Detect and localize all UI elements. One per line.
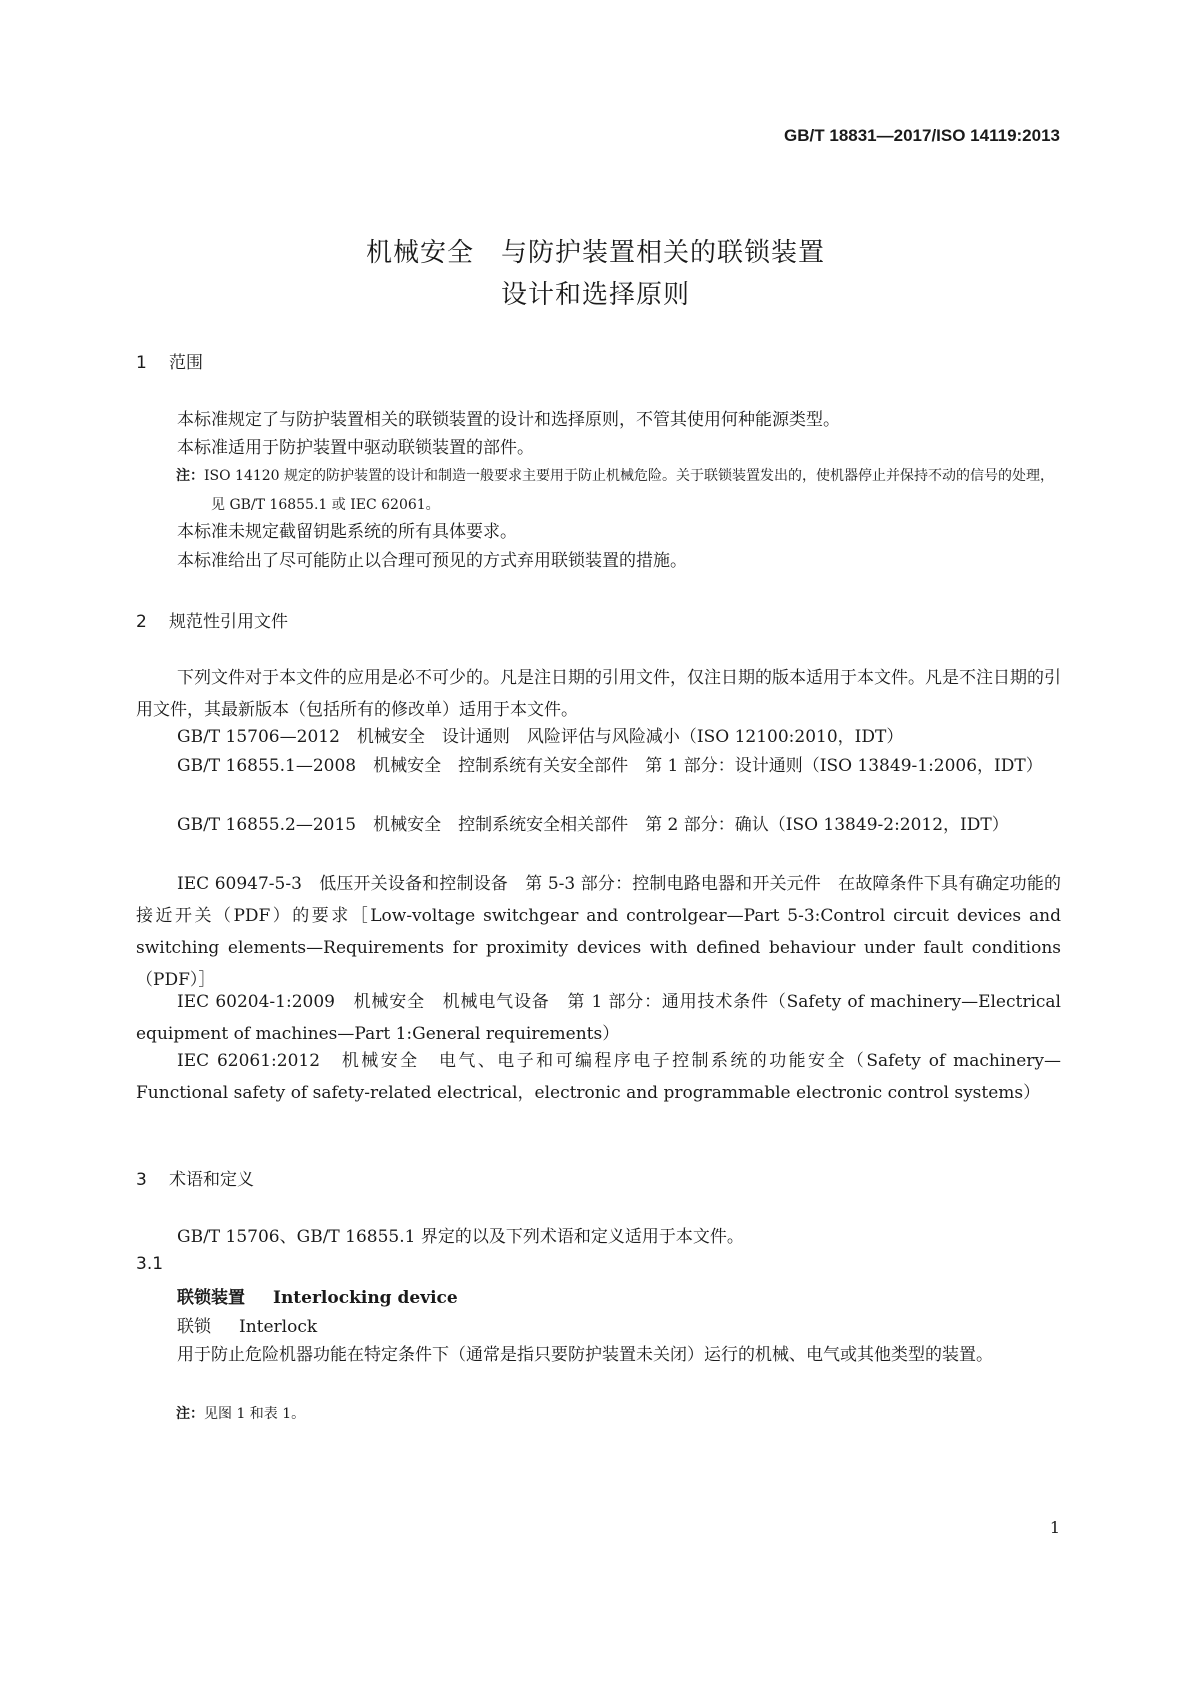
paragraph: 本标准规定了与防护装置相关的联锁装置的设计和选择原则，不管其使用何种能源类型。 xyxy=(177,410,840,430)
paragraph: 本标准未规定截留钥匙系统的所有具体要求。 xyxy=(177,522,517,542)
page-number: 1 xyxy=(1049,1518,1060,1537)
section-number: 2 xyxy=(136,612,147,632)
note-label: 注： xyxy=(176,468,204,484)
paragraph: 本标准适用于防护装置中驱动联锁装置的部件。 xyxy=(177,438,534,458)
reference-item: IEC 60204-1:2009 机械安全 机械电气设备 第 1 部分：通用技术条件（Safety of machinery—Electrical equipment of machines—Part 1:General requirements） xyxy=(136,992,1061,1044)
section-2-heading xyxy=(136,607,288,632)
admitted-term-english: Interlock xyxy=(239,1317,318,1337)
paragraph: GB/T 15706、GB/T 16855.1 界定的以及下列术语和定义适用于本文件。 xyxy=(177,1227,744,1247)
section-3-heading xyxy=(136,1165,254,1190)
admitted-term-chinese: 联锁 xyxy=(177,1317,211,1337)
note xyxy=(176,462,1061,520)
reference-item: GB/T 15706—2012 机械安全 设计通则 风险评估与风险减小（ISO 12100:2010，IDT） xyxy=(177,727,904,747)
document-title-line2: 设计和选择原则 xyxy=(500,280,690,310)
definition: 用于防止危险机器功能在特定条件下（通常是指只要防护装置未关闭）运行的机械、电气或其他类型的装置。 xyxy=(177,1345,993,1365)
note-label: 注： xyxy=(176,1406,204,1422)
reference-item: GB/T 16855.2—2015 机械安全 控制系统安全相关部件 第 2 部分：确认（ISO 13849-2:2012，IDT） xyxy=(177,815,1009,835)
reference-item: GB/T 16855.1—2008 机械安全 控制系统有关安全部件 第 1 部分：设计通则（ISO 13849-1:2006，IDT） xyxy=(177,756,1043,776)
note xyxy=(176,1400,1061,1429)
standard-code: GB/T 18831—2017/ISO 14119:2013 xyxy=(784,126,1060,145)
term-chinese: 联锁装置 xyxy=(177,1288,245,1308)
term-english: Interlocking device xyxy=(273,1288,458,1308)
term-entry xyxy=(177,1283,458,1308)
note-text: 见图 1 和表 1。 xyxy=(204,1406,306,1422)
document-title-line1: 机械安全 与防护装置相关的联锁装置 xyxy=(365,238,825,268)
section-1-heading xyxy=(136,348,203,373)
admitted-term xyxy=(177,1312,317,1337)
section-number: 1 xyxy=(136,353,147,373)
note-text: ISO 14120 规定的防护装置的设计和制造一般要求主要用于防止机械危险。关于联锁装置发出的，使机器停止并保持不动的信号的处理，见 GB/T 16855.1 或 IEC 62061。 xyxy=(204,468,1055,513)
reference-item: IEC 60947-5-3 低压开关设备和控制设备 第 5-3 部分：控制电路电器和开关元件 在故障条件下具有确定功能的接近开关（PDF）的要求［Low-voltage switchgear and controlgear—Part 5-3:Control circuit devices and switching elements—Requirements for proximity devices with defined behaviour under fault conditions（PDF）］ xyxy=(136,874,1061,990)
paragraph: 下列文件对于本文件的应用是必不可少的。凡是注日期的引用文件，仅注日期的版本适用于本文件。凡是不注日期的引用文件，其最新版本（包括所有的修改单）适用于本文件。 xyxy=(136,668,1061,720)
paragraph: 本标准给出了尽可能防止以合理可预见的方式弃用联锁装置的措施。 xyxy=(177,551,687,571)
subsection-number: 3.1 xyxy=(136,1254,164,1274)
section-title: 规范性引用文件 xyxy=(169,612,288,632)
section-title: 术语和定义 xyxy=(169,1170,254,1190)
section-number: 3 xyxy=(136,1170,147,1190)
section-title: 范围 xyxy=(169,353,203,373)
reference-item: IEC 62061:2012 机械安全 电气、电子和可编程序电子控制系统的功能安全（Safety of machinery—Functional safety of safety-related electrical，electronic and programmable electronic control systems） xyxy=(136,1051,1061,1103)
